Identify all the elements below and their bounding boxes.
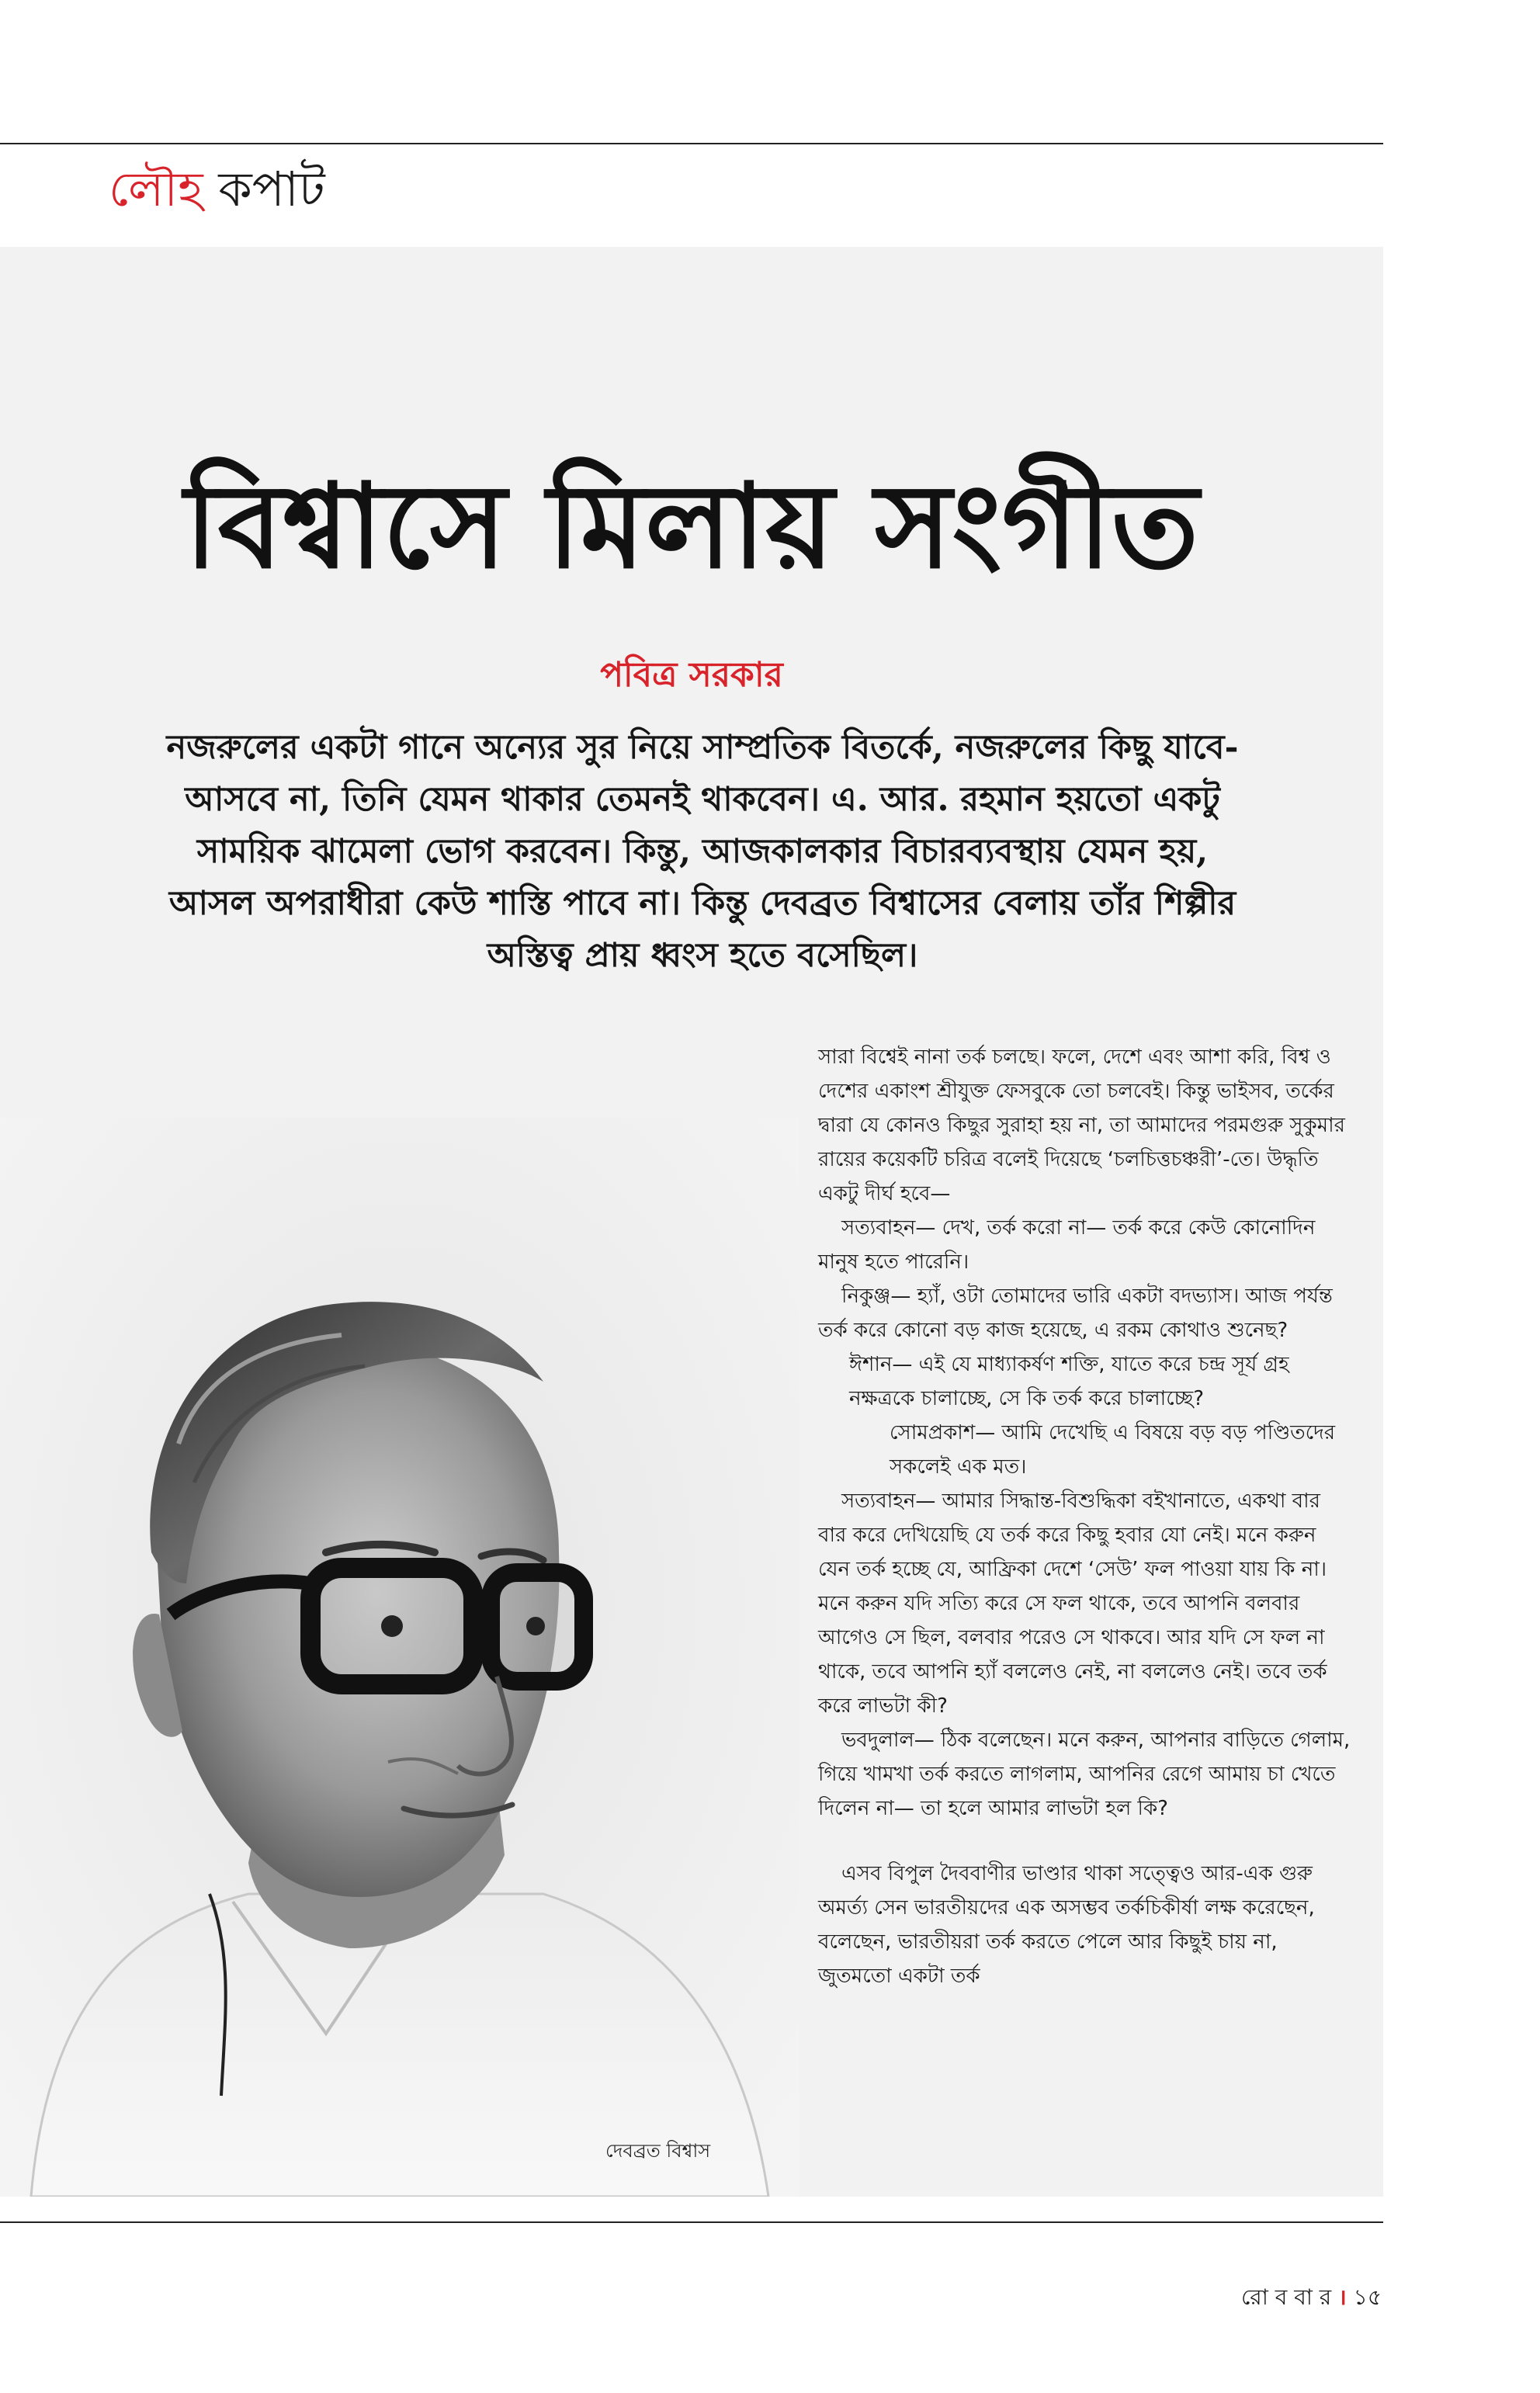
lede-text: নজরুলের একটা গানে অন্যের সুর নিয়ে সাম্প্রতিক বিতর্কে, নজরুলের কিছু যাবে-আসবে না, তিনি যেমন থাকার তেমনই থাকবেন। এ. আর. রহমান হয়তো একটু সাময়িক ঝামেলা ভোগ করবেন। কিন্তু, আজকালকার বিচারব্যবস্থায় যেমন হয়, আসল অপরাধীরা কেউ শাস্তি পাবে না। কিন্তু দেবব্রত বিশ্বাসের বেলায় তাঁর শিল্পীর অস্তিত্ব প্রায় ধ্বংস হতে বসেছিল।: [166, 728, 1239, 975]
page-number: ১৫: [1353, 2284, 1382, 2310]
top-rule: [0, 143, 1383, 144]
folio-separator: ।: [1338, 2284, 1347, 2310]
article-paragraph: নিকুঞ্জ— হ্যাঁ, ওটা তোমাদের ভারি একটা বদভ্যাস। আজ পর্যন্ত তর্ক করে কোনো বড় কাজ হয়েছে, এ রকম কোথাও শুনেছ?: [818, 1285, 1333, 1342]
section-label: [109, 158, 325, 220]
article-paragraph: ঈশান— এই যে মাধ্যাকর্ষণ শক্তি, যাতে করে চন্দ্র সূর্য গ্রহ নক্ষত্রকে চালাচ্ছে, সে কি তর্ক করে চালাচ্ছে?: [849, 1353, 1289, 1410]
photo-caption: দেবব্রত বিশ্বাস: [605, 2140, 711, 2162]
author-byline: পবিত্র সরকার: [600, 655, 783, 695]
section-label-accent: লৌহ: [109, 161, 203, 217]
article-lede: [163, 722, 1242, 982]
article-body: [818, 1040, 1354, 1993]
magazine-name: রো ব বা র: [1240, 2284, 1332, 2310]
section-label-text: কপাট: [218, 161, 325, 217]
portrait-illustration: [0, 1118, 799, 2197]
article-paragraph: এসব বিপুল দৈববাণীর ভাণ্ডার থাকা সত্ত্বেও আর-এক গুরু অমর্ত্য সেন ভারতীয়দের এক অসম্ভব তর্কচিকীর্ষা লক্ষ করেছেন, বলেছেন, ভারতীয়রা তর্ক করতে পেলে আর কিছুই চায় না, জুতমতো একটা তর্ক: [818, 1862, 1315, 1988]
article-title: বিশ্বাসে মিলায় সংগীত: [184, 458, 1199, 595]
article-paragraph: ভবদুলাল— ঠিক বলেছেন। মনে করুন, আপনার বাড়িতে গেলাম, গিয়ে খামখা তর্ক করতে লাগলাম, আপনির রেগে আমায় চা খেতে দিলেন না— তা হলে আমার লাভটা হল কি?: [818, 1729, 1351, 1820]
article-paragraph: সত্যবাহন— দেখ, তর্ক করো না— তর্ক করে কেউ কোনোদিন মানুষ হতে পারেনি।: [818, 1216, 1316, 1274]
article-paragraph: সোমপ্রকাশ— আমি দেখেছি এ বিষয়ে বড় বড় পণ্ডিতদের সকলেই এক মত।: [890, 1421, 1336, 1479]
article-paragraph: সারা বিশ্বেই নানা তর্ক চলছে। ফলে, দেশে এবং আশা করি, বিশ্ব ও দেশের একাংশ শ্রীযুক্ত ফেসবুকে তো চলবেই। কিন্তু ভাইসব, তর্কের দ্বারা যে কোনও কিছুর সুরাহা হয় না, তা আমাদের পরমগুরু সুকুমার রায়ের কয়েকটি চরিত্র বলেই দিয়েছে ‘চলচিত্তচঞ্চরী’-তে। উদ্ধৃতি একটু দীর্ঘ হবে—: [818, 1046, 1345, 1205]
portrait-photo: [0, 1118, 799, 2197]
article-paragraph: সত্যবাহন— আমার সিদ্ধান্ত-বিশুদ্ধিকা বইখানাতে, একথা বার বার করে দেখিয়েছি যে তর্ক করে কিছু হবার যো নেই। মনে করুন যেন তর্ক হচ্ছে যে, আফ্রিকা দেশে ‘সেউ’ ফল পাওয়া যায় কি না। মনে করুন যদি সত্যি করে সে ফল থাকে, তবে আপনি বলবার আগেও সে ছিল, বলবার পরেও সে থাকবে। আর যদি সে ফল না থাকে, তবে আপনি হ্যাঁ বললেও নেই, না বললেও নেই। তবে তর্ক করে লাভটা কী?: [818, 1490, 1327, 1718]
page-folio: [1241, 2284, 1382, 2311]
bottom-rule: [0, 2221, 1383, 2223]
